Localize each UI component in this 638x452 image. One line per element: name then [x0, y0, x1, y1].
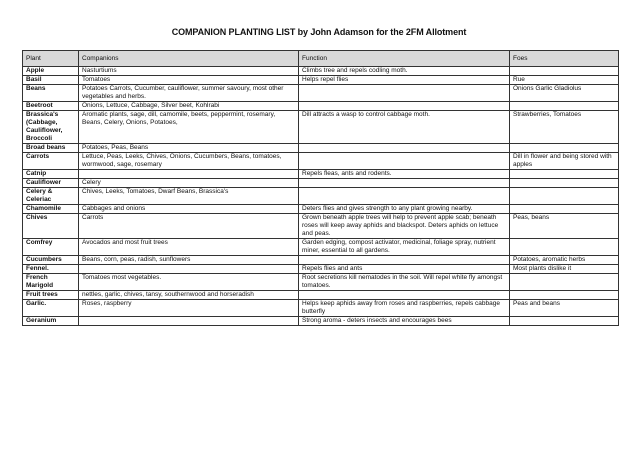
- cell-foes: [510, 205, 619, 214]
- cell-foes: Strawberries, Tomatoes: [510, 111, 619, 144]
- cell-function: Grown beneath apple trees will help to prevent apple scab; beneath roses will keep away aphids and blackspot. Deters aphids on lettuce and peas.: [299, 214, 510, 239]
- cell-plant: Fruit trees: [23, 291, 79, 300]
- cell-function: Repels flies and ants: [299, 265, 510, 274]
- cell-function: [299, 153, 510, 170]
- cell-plant: Geranium: [23, 317, 79, 326]
- cell-plant: Cucumbers: [23, 256, 79, 265]
- cell-foes: [510, 291, 619, 300]
- cell-companions: Cabbages and onions: [79, 205, 299, 214]
- cell-companions: Potatoes Carrots, Cucumber, cauliflower, summer savoury, most other vegetables and herbs.: [79, 85, 299, 102]
- cell-companions: Avocados and most fruit trees: [79, 239, 299, 256]
- table-row: [23, 300, 619, 317]
- cell-foes: Potatoes, aromatic herbs: [510, 256, 619, 265]
- cell-companions: Potatoes, Peas, Beans: [79, 144, 299, 153]
- column-header-foes: Foes: [510, 51, 619, 67]
- cell-companions: Aromatic plants, sage, dill, camomile, beets, peppermint, rosemary, Beans, Celery, Onions, Potatoes,: [79, 111, 299, 144]
- page-title: COMPANION PLANTING LIST by John Adamson for the 2FM Allotment: [171, 27, 467, 37]
- table-header-row: [23, 51, 619, 67]
- cell-plant: Brassica's (Cabbage, Cauliflower, Broccoli: [23, 111, 79, 144]
- table-row: [23, 214, 619, 239]
- table-row: [23, 102, 619, 111]
- cell-function: [299, 144, 510, 153]
- cell-companions: [79, 265, 299, 274]
- table-row: [23, 85, 619, 102]
- cell-plant: Celery & Celeriac: [23, 188, 79, 205]
- cell-companions: Onions, Lettuce, Cabbage, Silver beet, Kohlrabi: [79, 102, 299, 111]
- table-row: [23, 265, 619, 274]
- table-row: [23, 274, 619, 291]
- cell-plant: Cauliflower: [23, 179, 79, 188]
- cell-plant: Carrots: [23, 153, 79, 170]
- cell-foes: [510, 170, 619, 179]
- cell-companions: [79, 317, 299, 326]
- cell-plant: Basil: [23, 76, 79, 85]
- cell-function: Root secretions kill nematodes in the soil. Will repel white fly amongst tomatoes.: [299, 274, 510, 291]
- cell-function: Repels fleas, ants and rodents.: [299, 170, 510, 179]
- cell-function: [299, 102, 510, 111]
- cell-plant: French Marigold: [23, 274, 79, 291]
- table-row: [23, 291, 619, 300]
- table-row: [23, 67, 619, 76]
- cell-foes: [510, 67, 619, 76]
- cell-plant: Beans: [23, 85, 79, 102]
- cell-function: Helps repel flies: [299, 76, 510, 85]
- cell-foes: [510, 144, 619, 153]
- cell-foes: [510, 239, 619, 256]
- cell-companions: [79, 170, 299, 179]
- cell-function: [299, 179, 510, 188]
- cell-plant: Garlic.: [23, 300, 79, 317]
- companion-planting-table: [22, 50, 619, 326]
- cell-foes: Peas and beans: [510, 300, 619, 317]
- cell-companions: Carrots: [79, 214, 299, 239]
- column-header-companions: Companions: [79, 51, 299, 67]
- cell-plant: Apple: [23, 67, 79, 76]
- cell-plant: Broad beans: [23, 144, 79, 153]
- cell-function: Deters flies and gives strength to any plant growing nearby.: [299, 205, 510, 214]
- cell-companions: Nasturtiums: [79, 67, 299, 76]
- cell-companions: Roses, raspberry: [79, 300, 299, 317]
- cell-function: Strong aroma - deters insects and encourages bees: [299, 317, 510, 326]
- table-row: [23, 239, 619, 256]
- column-header-plant: Plant: [23, 51, 79, 67]
- cell-companions: Beans, corn, peas, radish, sunflowers: [79, 256, 299, 265]
- column-header-function: Function: [299, 51, 510, 67]
- table-row: [23, 317, 619, 326]
- cell-function: [299, 291, 510, 300]
- cell-foes: Peas, beans: [510, 214, 619, 239]
- cell-plant: Beetroot: [23, 102, 79, 111]
- cell-foes: Rue: [510, 76, 619, 85]
- cell-plant: Chives: [23, 214, 79, 239]
- cell-foes: [510, 179, 619, 188]
- cell-foes: Dill in flower and being stored with apples: [510, 153, 619, 170]
- cell-companions: nettles, garlic, chives, tansy, southernwood and horseradish: [79, 291, 299, 300]
- cell-function: Dill attracts a wasp to control cabbage moth.: [299, 111, 510, 144]
- table-body: [23, 67, 619, 326]
- table-row: [23, 179, 619, 188]
- cell-plant: Fennel.: [23, 265, 79, 274]
- cell-function: Garden edging, compost activator, medicinal, foliage spray, nutrient miner, essential to all gardens.: [299, 239, 510, 256]
- cell-companions: Lettuce, Peas, Leeks, Chives, Onions, Cucumbers, Beans, tomatoes, wormwood, sage, rosemary: [79, 153, 299, 170]
- table-row: [23, 170, 619, 179]
- cell-function: [299, 256, 510, 265]
- table-row: [23, 144, 619, 153]
- cell-foes: Onions Garlic Gladiolus: [510, 85, 619, 102]
- cell-foes: [510, 188, 619, 205]
- table-row: [23, 153, 619, 170]
- table-row: [23, 188, 619, 205]
- table-row: [23, 76, 619, 85]
- cell-function: [299, 188, 510, 205]
- table-row: [23, 111, 619, 144]
- cell-foes: [510, 274, 619, 291]
- cell-function: [299, 85, 510, 102]
- cell-companions: Tomatoes: [79, 76, 299, 85]
- cell-plant: Comfrey: [23, 239, 79, 256]
- cell-companions: Tomatoes most vegetables.: [79, 274, 299, 291]
- cell-foes: [510, 317, 619, 326]
- cell-foes: [510, 102, 619, 111]
- table-row: [23, 205, 619, 214]
- cell-plant: Catnip: [23, 170, 79, 179]
- cell-plant: Chamomile: [23, 205, 79, 214]
- cell-function: Climbs tree and repels codling moth.: [299, 67, 510, 76]
- cell-companions: Chives, Leeks, Tomatoes, Dwarf Beans, Brassica's: [79, 188, 299, 205]
- table-row: [23, 256, 619, 265]
- cell-companions: Celery: [79, 179, 299, 188]
- cell-foes: Most plants dislike it: [510, 265, 619, 274]
- cell-function: Helps keep aphids away from roses and raspberries, repels cabbage butterfly: [299, 300, 510, 317]
